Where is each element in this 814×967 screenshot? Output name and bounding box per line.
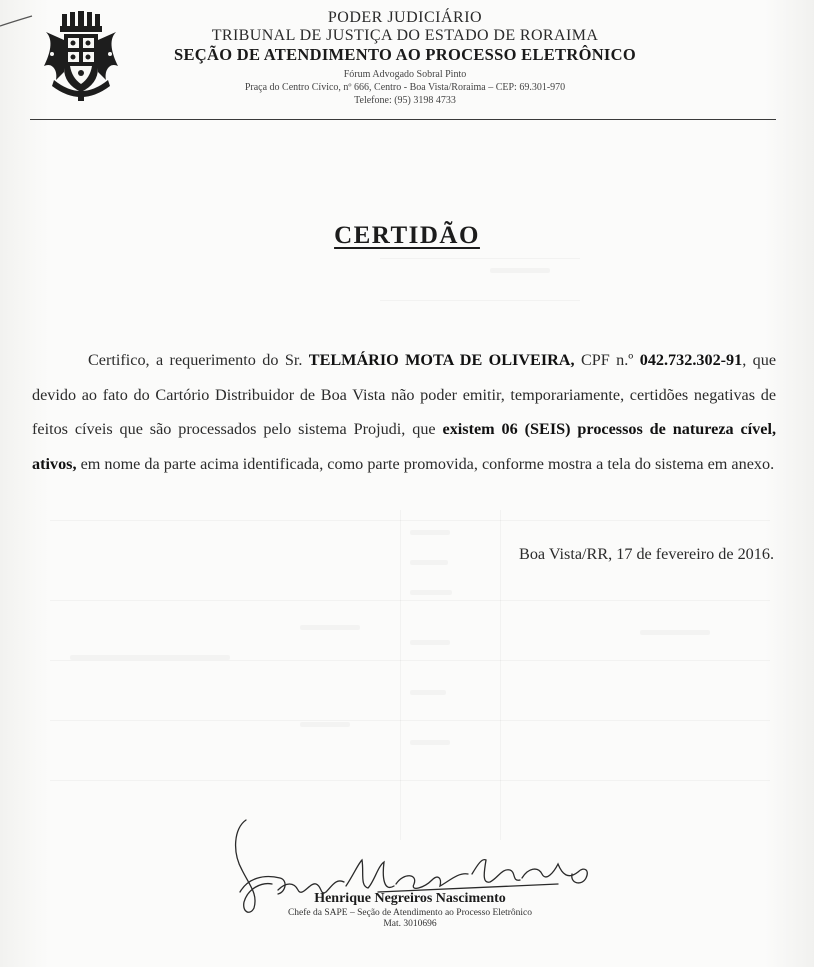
- document-title: [0, 222, 814, 250]
- date-location: Boa Vista/RR, 17 de fevereiro de 2016.: [519, 545, 774, 563]
- requester-cpf: 042.732.302-91: [639, 351, 743, 369]
- header-line-3: SEÇÃO DE ATENDIMENTO AO PROCESSO ELETRÔNICO: [173, 44, 636, 64]
- signatory-registration: Mat. 3010696: [383, 919, 437, 930]
- body-cpf-label: CPF n.º: [580, 351, 634, 369]
- body-closing: em nome da parte acima identificada, como parte promovida, conforme mostra a tela do sistema em anexo.: [80, 454, 775, 473]
- signatory-role: Chefe da SAPE – Seção de Atendimento ao Processo Eletrônico: [287, 907, 533, 918]
- coat-of-arms-icon: [40, 10, 122, 102]
- header-line-1: PODER JUDICIÁRIO: [327, 9, 483, 26]
- body-middle: , que devido ao fato do Cartório Distribuidor de Boa Vista não poder emitir, temporariamente, certidões negativas de feitos cíveis que são processados pelo sistema Projudi, que: [32, 351, 777, 438]
- pen-scratch: [0, 14, 34, 28]
- certificate-body: [32, 343, 776, 481]
- header-phone: Telefone: (95) 3198 4733: [354, 94, 456, 106]
- letterhead: [140, 9, 670, 107]
- process-count-statement: existem 06 (SEIS) processos de natureza cível, ativos,: [32, 420, 777, 473]
- body-intro: Certifico, a requerimento do Sr.: [88, 351, 303, 369]
- document-title-text: CERTIDÃO: [334, 222, 480, 249]
- header-forum: Fórum Advogado Sobral Pinto: [343, 68, 467, 80]
- signatory-name: Henrique Negreiros Nascimento: [314, 891, 506, 906]
- header-line-2: TRIBUNAL DE JUSTIÇA DO ESTADO DE RORAIMA: [211, 27, 599, 45]
- signatory-block: [220, 891, 600, 931]
- requester-name: TELMÁRIO MOTA DE OLIVEIRA,: [308, 351, 575, 369]
- header-address: Praça do Centro Cívico, nº 666, Centro - Boa Vista/Roraima – CEP: 69.301-970: [244, 81, 566, 93]
- header-divider: [30, 119, 776, 120]
